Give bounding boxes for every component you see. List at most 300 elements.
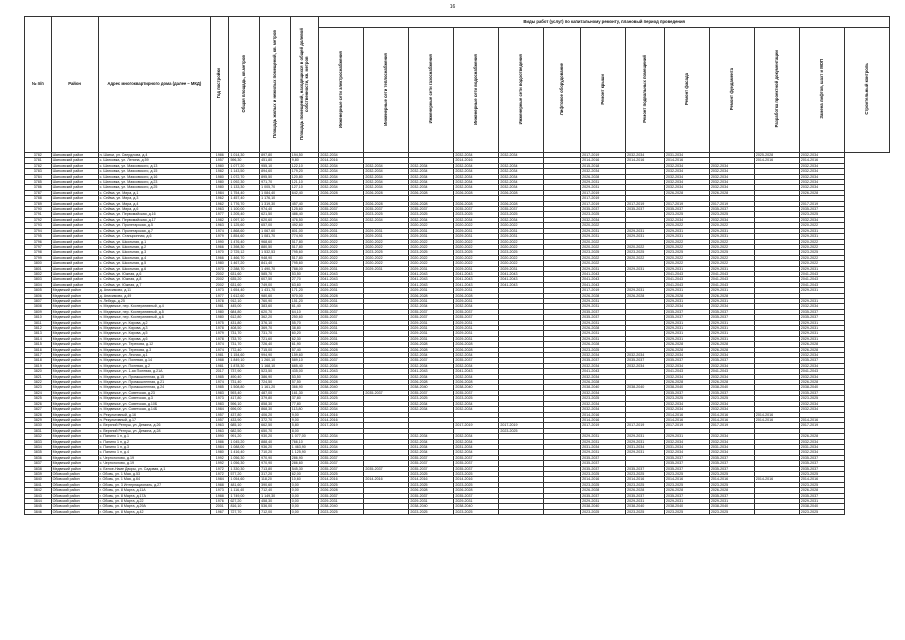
table-cell: 2035-2037 — [409, 455, 454, 460]
col-total-area-label: Общая площадь, кв.метров — [240, 54, 246, 113]
table-cell: 2032-2034 — [499, 180, 544, 185]
table-cell: 724,50 — [260, 380, 291, 385]
table-cell: с. Шатковка, ул. Маяковского, д.15 — [98, 169, 210, 174]
table-cell: 408,50 — [229, 326, 260, 331]
table-cell: 2032-2034 — [364, 169, 409, 174]
table-cell: 2026-2028 — [799, 488, 844, 493]
table-cell: 2026-2028 — [454, 347, 499, 352]
table-cell: Шатковский район — [51, 201, 98, 206]
table-cell: 2041-2043 — [319, 271, 364, 276]
table-cell: 991,20 — [229, 434, 260, 439]
table-cell: 2035-2037 — [664, 461, 709, 466]
table-cell: Обовский район — [51, 477, 98, 482]
table-cell: 2032-2034 — [319, 353, 364, 358]
table-cell: 2035-2037 — [581, 455, 626, 460]
table-cell: 517,80 — [290, 244, 319, 249]
table-cell: 2020-2022 — [499, 244, 544, 249]
table-cell: 2029-2031 — [799, 336, 844, 341]
table-cell: 1981 — [211, 353, 229, 358]
table-cell: 431,80 — [229, 320, 260, 325]
table-cell: 2032-2034 — [499, 174, 544, 179]
table-cell: 2017-2019 — [581, 190, 626, 195]
table-cell: 2032-2034 — [799, 401, 844, 406]
table-cell: г. Обовь, ул. 8 Марта, д.11А — [98, 488, 210, 493]
table-cell: Шатковский район — [51, 234, 98, 239]
table-cell: 122,10 — [290, 163, 319, 168]
table-cell: 2029-2031 — [319, 331, 364, 336]
table-cell: 1978 — [211, 336, 229, 341]
table-cell: Медвежий район — [51, 385, 98, 390]
table-cell: 2026-2028 — [799, 190, 844, 195]
table-cell: 2032-2034 — [454, 304, 499, 309]
table-cell: 2035-2037 — [581, 493, 626, 498]
table-cell: 635,20 — [229, 277, 260, 282]
table-cell: 60,20 — [290, 331, 319, 336]
table-cell: 620,70 — [260, 309, 291, 314]
table-cell: 3783 — [25, 169, 52, 174]
table-cell: 2023-2025 — [799, 250, 844, 255]
table-cell: 481,60 — [229, 482, 260, 487]
table-cell: 2020-2022 — [499, 223, 544, 228]
table-cell: 970,90 — [260, 461, 291, 466]
table-cell: 3784 — [25, 174, 52, 179]
table-cell: 0,00 — [290, 499, 319, 504]
table-cell: 3813 — [25, 331, 52, 336]
table-cell: 2017-2019 — [626, 201, 665, 206]
table-cell: 2032-2034 — [581, 353, 626, 358]
table-cell: Шатковский район — [51, 282, 98, 287]
table-cell: с. Шатковка, ул. Маяковского, д.16 — [98, 174, 210, 179]
table-cell: 2026-2028 — [319, 342, 364, 347]
table-cell: 1980 — [211, 261, 229, 266]
table-cell: 2020-2022 — [454, 223, 499, 228]
table-cell: 2035-2037 — [664, 358, 709, 363]
table-cell: 53,50 — [290, 374, 319, 379]
table-cell: Медвежий район — [51, 326, 98, 331]
table-cell: 451,80 — [260, 158, 291, 163]
table-cell: 1972 — [211, 466, 229, 471]
table-cell: 3825 — [25, 396, 52, 401]
table-cell: 2035-2037 — [454, 493, 499, 498]
table-cell: 2041-2043 — [409, 277, 454, 282]
table-cell: 2035-2037 — [409, 461, 454, 466]
table-cell: 2032-2034 — [454, 434, 499, 439]
table-cell — [364, 509, 409, 514]
table-cell: 125,60 — [290, 207, 319, 212]
table-cell: 801,00 — [290, 228, 319, 233]
table-cell: 2035-2037 — [709, 358, 754, 363]
table-cell: 2017-2019 — [499, 423, 544, 428]
table-cell: Медвежий район — [51, 461, 98, 466]
table-cell: 897,80 — [260, 153, 291, 158]
table-cell: 3820 — [25, 369, 52, 374]
table-cell: 2041-2043 — [581, 282, 626, 287]
table-cell: 2035-2037 — [581, 358, 626, 363]
table-cell: 2029-2031 — [454, 320, 499, 325]
table-cell: 3807 — [25, 298, 52, 303]
table-cell: 2026-2028 — [709, 488, 754, 493]
table-cell: 936,20 — [260, 444, 291, 449]
table-cell: 2023-2025 — [581, 396, 626, 401]
table-cell: 3789 — [25, 201, 52, 206]
table-cell: 2014-2016 — [319, 158, 364, 163]
table-cell: 2014-2016 — [626, 158, 665, 163]
table-cell: 2029-2031 — [581, 320, 626, 325]
table-cell: 1957 — [211, 412, 229, 417]
table-cell: 121,10 — [290, 180, 319, 185]
table-cell: 894,60 — [260, 169, 291, 174]
table-cell: 2026-2028 — [664, 342, 709, 347]
table-cell: 2023-2025 — [626, 250, 665, 255]
table-cell: 120,80 — [290, 174, 319, 179]
table-cell: 2032-2034 — [319, 363, 364, 368]
table-cell: п. Рекультивный, д.16 — [98, 412, 210, 417]
table-cell: Шатковский район — [51, 250, 98, 255]
table-cell: 390,60 — [260, 482, 291, 487]
table-cell: с. Сейма, ул. Станционная, д.6 — [98, 234, 210, 239]
table-cell: 2029-2031 — [626, 439, 665, 444]
table-cell: 2041-2043 — [319, 282, 364, 287]
table-cell: 0,00 — [290, 509, 319, 514]
table-cell: 1985 — [211, 374, 229, 379]
table-cell: 2032-2034 — [409, 163, 454, 168]
table-cell: 3799 — [25, 255, 52, 260]
table-cell: 2035-2037 — [409, 466, 454, 471]
table-cell: 1979 — [211, 234, 229, 239]
table-cell: 2026-2028 — [319, 347, 364, 352]
table-cell: 1957 — [211, 158, 229, 163]
table-cell: 1 205,40 — [229, 212, 260, 217]
table-cell: 3814 — [25, 336, 52, 341]
table-cell: 3835 — [25, 450, 52, 455]
table-cell: 3796 — [25, 239, 52, 244]
table-cell: 2023-2025 — [709, 250, 754, 255]
table-cell: 2032-2034 — [799, 169, 844, 174]
table-cell: п. Медвежье, ул. Кирова, д.3 — [98, 326, 210, 331]
table-cell: 2014-2016 — [709, 417, 754, 422]
table-cell: 2041-2043 — [409, 271, 454, 276]
table-cell: 2023-2025 — [799, 471, 844, 476]
table-cell: 2035-2037 — [454, 207, 499, 212]
table-cell: 1 005,70 — [260, 185, 291, 190]
table-cell: 2035-2037 — [664, 466, 709, 471]
table-cell: 760,90 — [260, 298, 291, 303]
table-cell: 2035-2037 — [409, 358, 454, 363]
table-cell: с. Панино 1 п, д.3 — [98, 444, 210, 449]
table-cell: 2032-2034 — [709, 374, 754, 379]
table-cell: Медвежий район — [51, 331, 98, 336]
table-cell: 2026-2028 — [581, 380, 626, 385]
table-cell: 2032-2034 — [664, 185, 709, 190]
table-cell: 2020-2022 — [409, 255, 454, 260]
table-cell: 3795 — [25, 234, 52, 239]
table-cell: Шатковский район — [51, 212, 98, 217]
table-cell: 1984 — [211, 407, 229, 412]
table-cell: 3822 — [25, 380, 52, 385]
table-cell: 2026-2028 — [454, 380, 499, 385]
table-cell: 1 260,10 — [260, 358, 291, 363]
table-cell: 2032-2034 — [364, 163, 409, 168]
table-cell: Обовский район — [51, 509, 98, 514]
table-cell: 2020-2022 — [454, 244, 499, 249]
table-cell: 3845 — [25, 504, 52, 509]
table-cell: 2032-2034 — [319, 174, 364, 179]
table-cell: Шатковский район — [51, 169, 98, 174]
table-cell: 2035-2037 — [709, 466, 754, 471]
table-cell: 2020-2022 — [799, 223, 844, 228]
table-cell: 2020-2022 — [409, 223, 454, 228]
table-cell: 2023-2025 — [799, 482, 844, 487]
col-work-12 — [844, 28, 889, 153]
table-cell: 2023-2025 — [709, 396, 754, 401]
table-cell: 2020-2022 — [499, 261, 544, 266]
table-cell: 2026-2028 — [319, 488, 364, 493]
table-cell: 2029-2031 — [664, 266, 709, 271]
table-cell: Медвежий район — [51, 336, 98, 341]
table-cell: Шатковский район — [51, 185, 98, 190]
table-cell: 1 490,70 — [260, 266, 291, 271]
table-cell: 2032-2034 — [409, 374, 454, 379]
table-cell: 2032-2034 — [581, 217, 626, 222]
table-cell: Шатковский район — [51, 158, 98, 163]
table-cell: Медвежий район — [51, 363, 98, 368]
table-cell: Шатковский район — [51, 261, 98, 266]
table-cell: 62,30 — [290, 336, 319, 341]
table-cell: 2026-2028 — [709, 347, 754, 352]
table-cell: 971,70 — [260, 180, 291, 185]
table-cell: Шатковский район — [51, 266, 98, 271]
table-cell: 2029-2031 — [454, 288, 499, 293]
table-cell: 2032-2034 — [709, 439, 754, 444]
table-cell: с. Сейма, ул. Мира, д.4 — [98, 201, 210, 206]
table-cell: Медвежий район — [51, 390, 98, 395]
table-cell: 2032-2034 — [581, 374, 626, 379]
table-cell: 2032-2034 — [709, 407, 754, 412]
table-cell: 2032-2034 — [799, 163, 844, 168]
table-cell: 2032-2034 — [499, 153, 544, 158]
table-cell: 2032-2034 — [709, 434, 754, 439]
table-cell: 406,20 — [260, 412, 291, 417]
table-cell: 2029-2031 — [409, 326, 454, 331]
table-cell: 2041-2043 — [409, 369, 454, 374]
table-cell: 2020-2022 — [799, 261, 844, 266]
table-cell: 2032-2034 — [409, 407, 454, 412]
table-cell: 1988 — [211, 493, 229, 498]
table-cell: 1 077,20 — [229, 163, 260, 168]
table-cell: 3804 — [25, 282, 52, 287]
table-cell: 2029-2031 — [799, 331, 844, 336]
table-cell: 2020-2022 — [709, 244, 754, 249]
table-cell: 2032-2034 — [499, 217, 544, 222]
table-cell: 3821 — [25, 374, 52, 379]
table-cell: 1 045,20 — [229, 439, 260, 444]
table-cell: Медвежий район — [51, 309, 98, 314]
table-cell: п. Медвежье, ул. Терехова, д.12 — [98, 342, 210, 347]
table-cell: 710,20 — [260, 450, 291, 455]
table-cell: 2032-2034 — [664, 304, 709, 309]
table-cell: 2032-2034 — [799, 304, 844, 309]
col-work-label: Инженерные сети газоснабжения — [427, 54, 433, 124]
table-cell: 2020-2022 — [664, 244, 709, 249]
table-cell: 2026-2028 — [319, 190, 364, 195]
table-cell: 2035-2037 — [454, 390, 499, 395]
table-cell: 2029-2031 — [454, 298, 499, 303]
table-cell: 685,10 — [229, 423, 260, 428]
table-cell: с. Шатковка, ул. Маяковского, д.23 — [98, 180, 210, 185]
table-cell: 2029-2031 — [626, 450, 665, 455]
table-cell: 2020-2022 — [409, 261, 454, 266]
table-cell: 2029-2031 — [664, 336, 709, 341]
table-cell: 2026-2028 — [709, 380, 754, 385]
table-cell: 2029-2031 — [709, 298, 754, 303]
table-cell: 2014-2016 — [664, 477, 709, 482]
table-cell: 0,00 — [290, 504, 319, 509]
table-cell: с. Черноголово, д.19 — [98, 455, 210, 460]
table-cell: 2038-2040 — [626, 504, 665, 509]
table-cell: Шатковский район — [51, 228, 98, 233]
col-work-3 — [454, 28, 499, 153]
table-cell: 1992 — [211, 461, 229, 466]
table-cell: 2026-2028 — [499, 201, 544, 206]
table-cell: 2026-2028 — [581, 342, 626, 347]
table-cell: 912,10 — [229, 298, 260, 303]
table-cell: 1 116,40 — [229, 488, 260, 493]
table-cell: 2032-2034 — [454, 401, 499, 406]
table-cell: 2023-2025 — [626, 471, 665, 476]
table-cell: 437,80 — [229, 412, 260, 417]
col-district: Район — [51, 17, 98, 153]
table-cell: 2017-2019 — [799, 423, 844, 428]
table-cell: 713,80 — [260, 466, 291, 471]
table-cell: 2035-2037 — [799, 207, 844, 212]
table-cell: 77,80 — [290, 401, 319, 406]
table-cell: 1 416,40 — [229, 450, 260, 455]
table-cell: Медвежий район — [51, 315, 98, 320]
table-cell: 2023-2025 — [499, 212, 544, 217]
table-row — [25, 509, 890, 514]
table-cell: 3792 — [25, 217, 52, 222]
table-cell: 2026-2028 — [664, 293, 709, 298]
table-cell: 2020-2022 — [664, 223, 709, 228]
table-cell: 2041-2043 — [581, 277, 626, 282]
table-cell: Шатковский район — [51, 255, 98, 260]
table-cell: 3782 — [25, 153, 52, 158]
table-cell: 2035-2037 — [454, 461, 499, 466]
table-cell: 2014-2016 — [409, 477, 454, 482]
table-cell: 593,40 — [229, 390, 260, 395]
table-cell: 286,90 — [290, 455, 319, 460]
table-cell: 1957 — [211, 417, 229, 422]
table-cell: Медвежий район — [51, 428, 98, 433]
table-cell: 53,50 — [290, 271, 319, 276]
table-cell: 2023-2025 — [499, 250, 544, 255]
table-cell: 2029-2031 — [409, 331, 454, 336]
table-cell: с. Панино 1 п, д.2 — [98, 439, 210, 444]
table-cell: 2035-2037 — [409, 493, 454, 498]
table-cell: 2041-2043 — [799, 277, 844, 282]
table-cell: 2029-2031 — [581, 499, 626, 504]
table-cell: с. Сейма, ул. Мира, д.1 — [98, 190, 210, 195]
table-cell: Медвежий район — [51, 396, 98, 401]
table-cell: 2014-2016 — [454, 158, 499, 163]
table-cell: 2029-2031 — [454, 499, 499, 504]
table-cell: 2029-2031 — [799, 266, 844, 271]
table-cell: 1 056,30 — [229, 461, 260, 466]
table-cell: Медвежий район — [51, 298, 98, 303]
table-cell: 2035-2037 — [709, 390, 754, 395]
table-cell: 171,20 — [290, 288, 319, 293]
table-cell: 2026-2028 — [664, 380, 709, 385]
col-work-1 — [364, 28, 409, 153]
table-cell: 2029-2031 — [581, 266, 626, 271]
table-cell: 1 854,60 — [229, 234, 260, 239]
table-cell: 657,00 — [260, 223, 291, 228]
table-cell: с. Сейма, ул. Школьная, д.2 — [98, 244, 210, 249]
table-cell: Медвежий район — [51, 320, 98, 325]
table-cell: 1 149,30 — [260, 493, 291, 498]
table-cell: 2029-2031 — [709, 336, 754, 341]
table-cell: 2001 — [211, 504, 229, 509]
table-cell: 721,60 — [260, 336, 291, 341]
table-cell: п. Медвежье, пер. Кооперативный, д.6 — [98, 315, 210, 320]
table-cell: 2035-2037 — [581, 466, 626, 471]
table-cell: 2023-2025 — [409, 212, 454, 217]
table-cell: 2032-2034 — [709, 185, 754, 190]
table-cell: 2029-2031 — [409, 320, 454, 325]
table-cell: 1 508,80 — [229, 385, 260, 390]
table-cell: 1 014,30 — [229, 153, 260, 158]
table-cell: 1 154,60 — [229, 353, 260, 358]
table-cell: 2029-2031 — [664, 331, 709, 336]
table-cell: 161,30 — [290, 390, 319, 395]
table-cell: 2029-2031 — [319, 234, 364, 239]
table-cell: 2026-2028 — [626, 293, 665, 298]
table-cell: 682,50 — [229, 428, 260, 433]
table-cell: 696,00 — [229, 407, 260, 412]
table-cell: 1986 — [211, 439, 229, 444]
table-cell: 2017-2019 — [709, 423, 754, 428]
table-cell: 2020-2022 — [454, 261, 499, 266]
table-cell: Шатковский район — [51, 277, 98, 282]
table-cell: 2014-2016 — [799, 158, 844, 163]
table-cell: 118,20 — [260, 477, 291, 482]
table-cell: 2032-2034 — [499, 169, 544, 174]
col-work-label: Инженерные сети теплоснабжения — [382, 52, 388, 126]
table-cell: 2029-2031 — [799, 228, 844, 233]
table-cell: 2035-2037 — [319, 466, 364, 471]
table-cell: 1 143,50 — [229, 169, 260, 174]
table-cell: 2035-2037 — [319, 309, 364, 314]
table-cell: 2032-2034 — [319, 169, 364, 174]
table-cell: 3800 — [25, 261, 52, 266]
col-work-7 — [626, 28, 665, 153]
table-cell: 2020-2022 — [709, 255, 754, 260]
table-cell: 2026-2028 — [709, 342, 754, 347]
table-cell: 841,40 — [260, 261, 291, 266]
table-cell: 1963 — [211, 223, 229, 228]
table-cell: 435,00 — [290, 369, 319, 374]
table-cell: 3808 — [25, 304, 52, 309]
table-cell: Медвежий район — [51, 353, 98, 358]
col-work-10 — [754, 28, 799, 153]
table-cell: 2026-2028 — [319, 380, 364, 385]
table-cell: 2035-2037 — [799, 315, 844, 320]
table-cell: 3794 — [25, 228, 52, 233]
table-cell: 2029-2031 — [581, 180, 626, 185]
table-cell: 179,20 — [290, 169, 319, 174]
table-cell: 2041-2043 — [664, 271, 709, 276]
table-cell: 2029-2031 — [364, 266, 409, 271]
